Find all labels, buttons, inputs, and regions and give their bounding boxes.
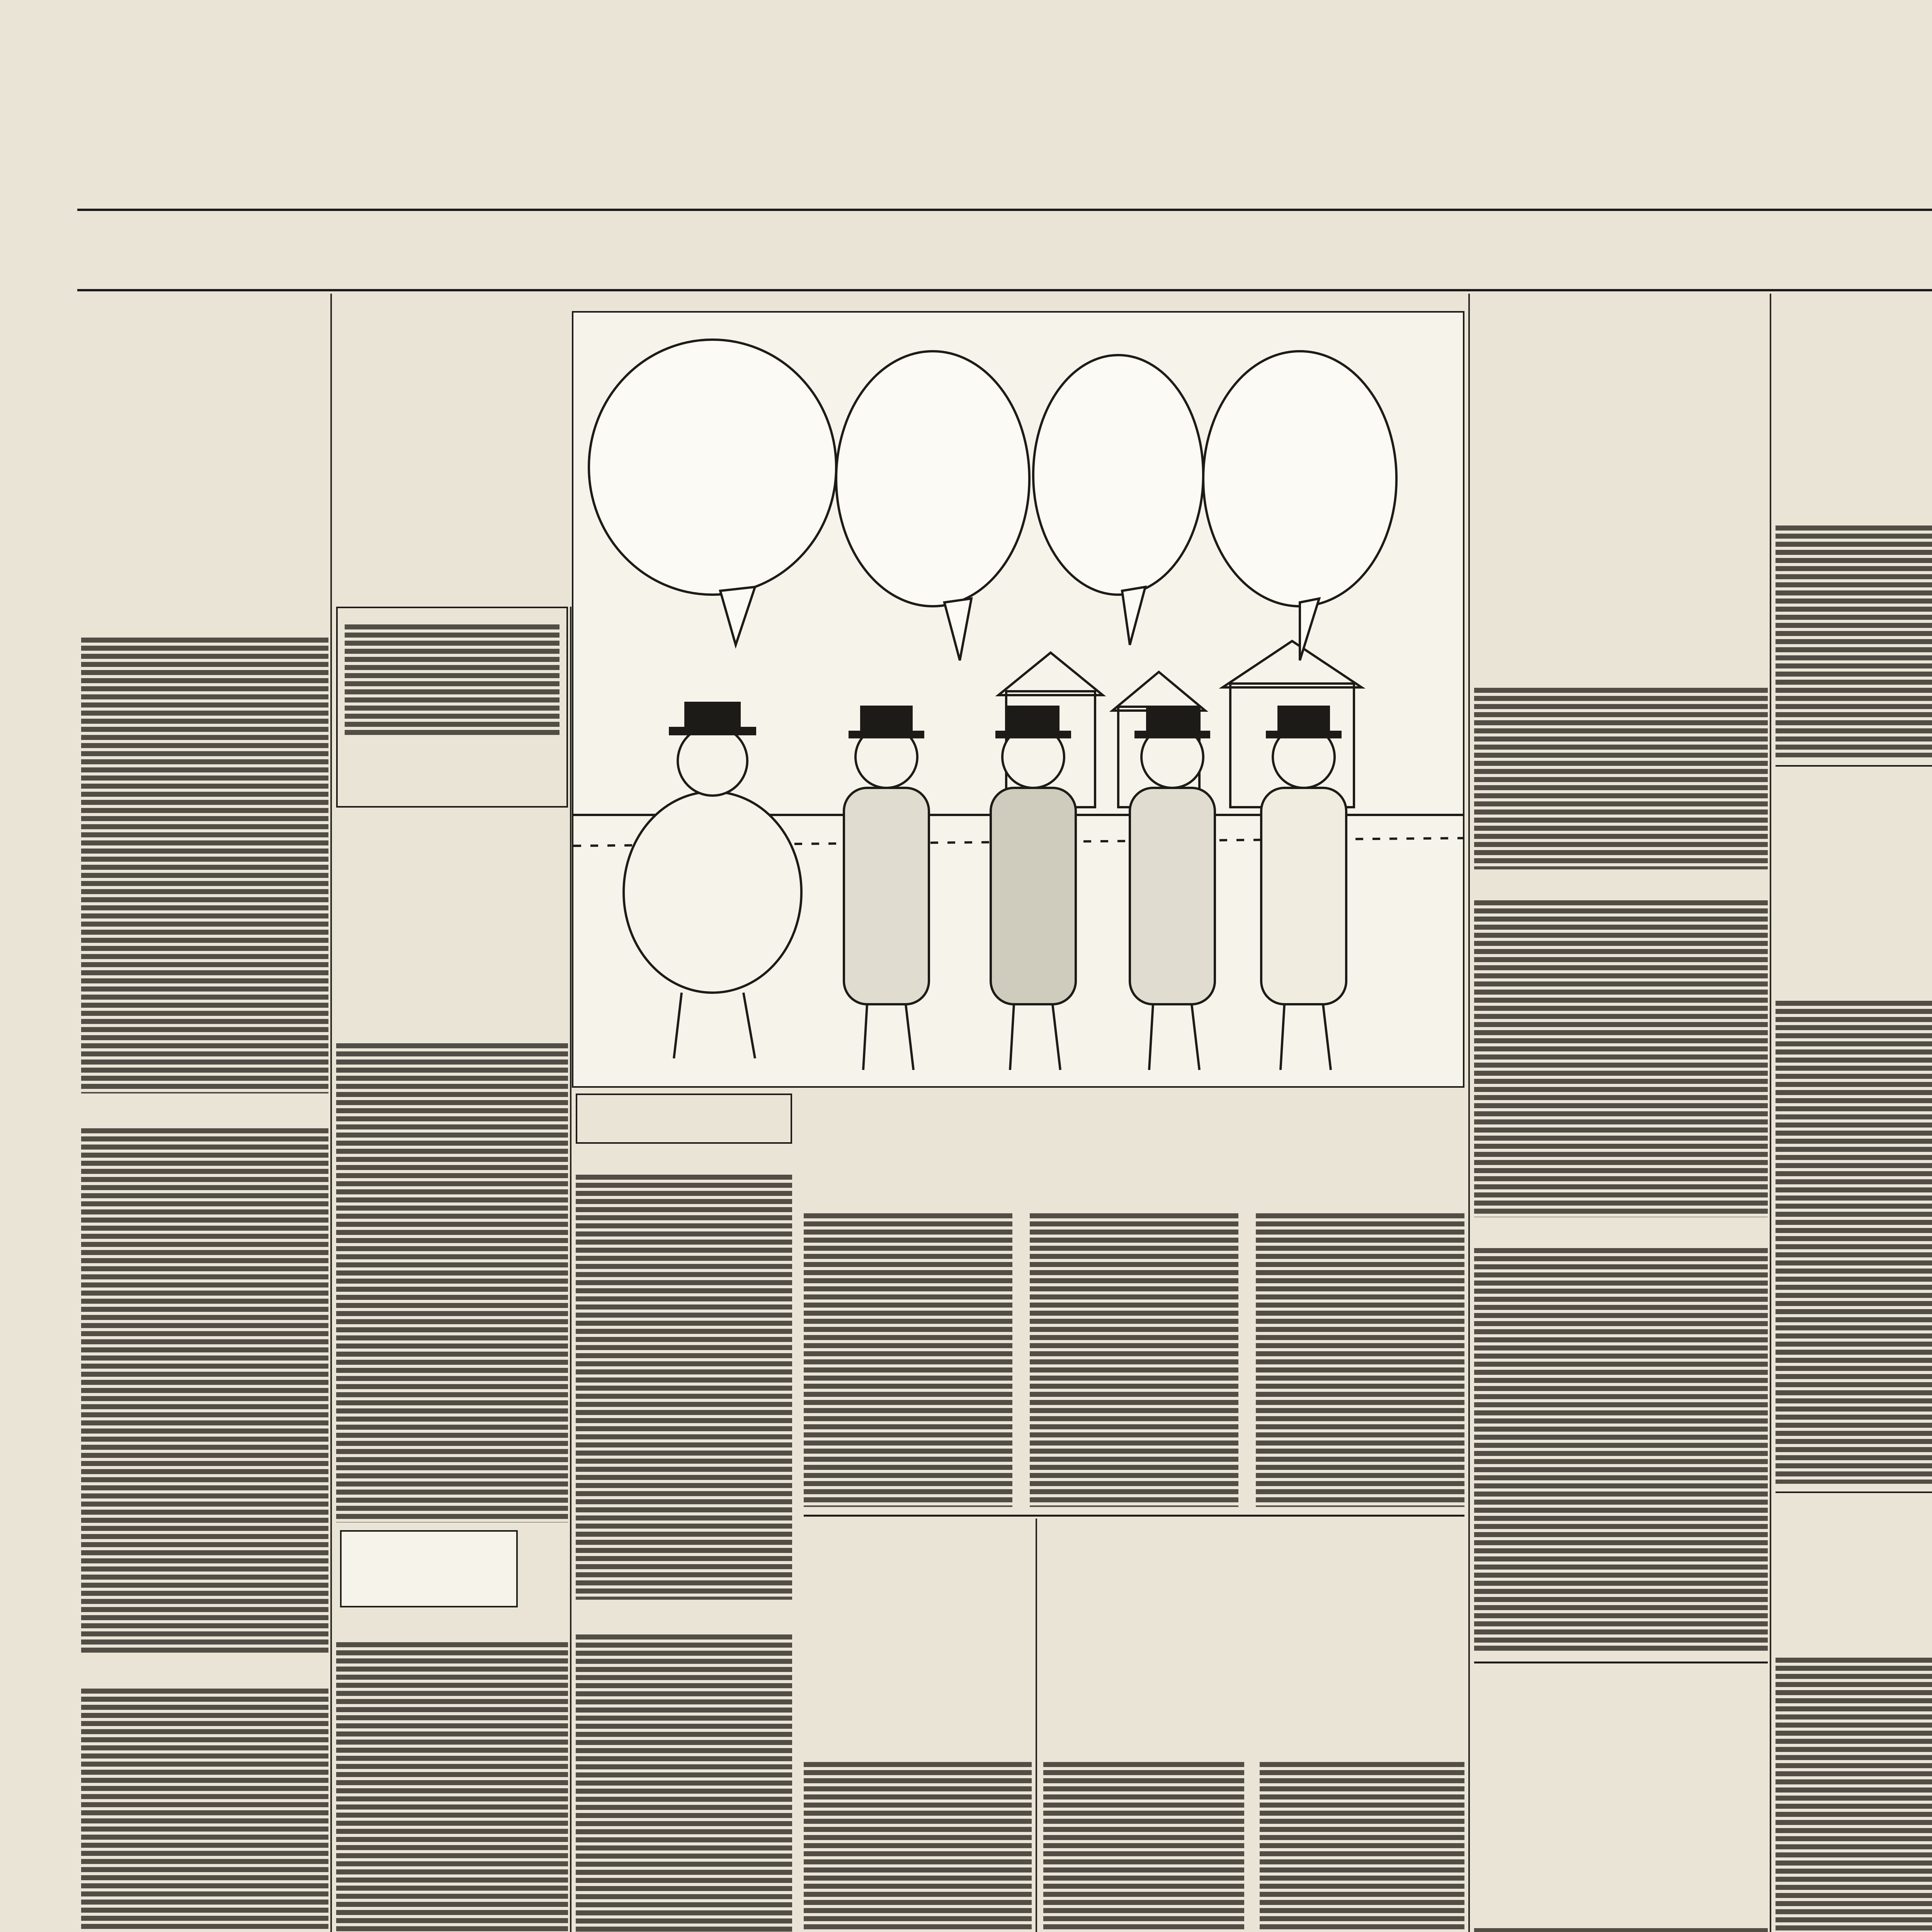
smugglers-story	[1474, 298, 1768, 313]
reforestation-story	[1043, 1522, 1464, 1534]
column-rule	[330, 294, 332, 1932]
rule	[1776, 1492, 1932, 1493]
community-fund-story	[1776, 1499, 1932, 1511]
smugglers-body-3	[1474, 1248, 1768, 1654]
pigeons-story	[804, 1097, 1464, 1109]
scotland-yard-body	[1474, 1928, 1768, 1932]
race-results-box	[576, 1094, 792, 1144]
mayor-story	[804, 1522, 1032, 1534]
fuller-body-text	[336, 1043, 568, 1522]
boarding-house-cartoon	[572, 311, 1464, 1088]
scotland-yard-story	[1474, 1669, 1768, 1685]
pucklets-logo	[340, 1530, 518, 1607]
masthead	[77, 182, 1932, 205]
pigeons-text-col3	[1256, 1213, 1464, 1507]
havana-results-text	[576, 1175, 792, 1600]
column-rule	[1468, 294, 1470, 1932]
bobby-jones-box	[336, 607, 568, 808]
rule	[1776, 765, 1932, 767]
reforestation-text-col1	[1043, 1762, 1244, 1932]
column-rule	[570, 607, 571, 1932]
golden-wedding-body	[1776, 526, 1932, 757]
reforestation-text-col2	[1260, 1762, 1464, 1932]
shareholders-story	[1776, 773, 1932, 784]
rangers-lead	[81, 313, 328, 379]
rule	[1474, 1662, 1768, 1663]
column-rule	[1036, 1519, 1037, 1932]
rangers-body-text	[81, 638, 328, 1094]
rangers-story	[81, 298, 328, 379]
cartoon-title-placeholder	[479, 294, 634, 309]
community-fund-body	[1776, 1658, 1932, 1932]
bobby-jones-body	[345, 624, 560, 736]
pigeons-text-col1	[804, 1213, 1012, 1507]
smugglers-body-2	[1474, 900, 1768, 1217]
golden-wedding-story	[1776, 298, 1932, 309]
smugglers-body-1	[1474, 688, 1768, 869]
hawks-body-text	[81, 1128, 328, 1654]
pigeons-text-col2	[1030, 1213, 1238, 1507]
mayor-body-text	[804, 1762, 1032, 1932]
column-rule	[1770, 294, 1771, 1932]
jefferson-results-text	[576, 1634, 792, 1932]
banner-headline	[156, 214, 1932, 288]
masthead-rule	[77, 209, 1932, 211]
banner-rule	[77, 289, 1932, 291]
shareholders-body	[1776, 1001, 1932, 1484]
pucklets-body-text	[336, 1642, 568, 1932]
pigeons-rule	[804, 1515, 1464, 1517]
fuller-story	[336, 823, 568, 835]
leafs-body-text	[81, 1689, 328, 1932]
cartoon-drawing	[573, 313, 1463, 1086]
